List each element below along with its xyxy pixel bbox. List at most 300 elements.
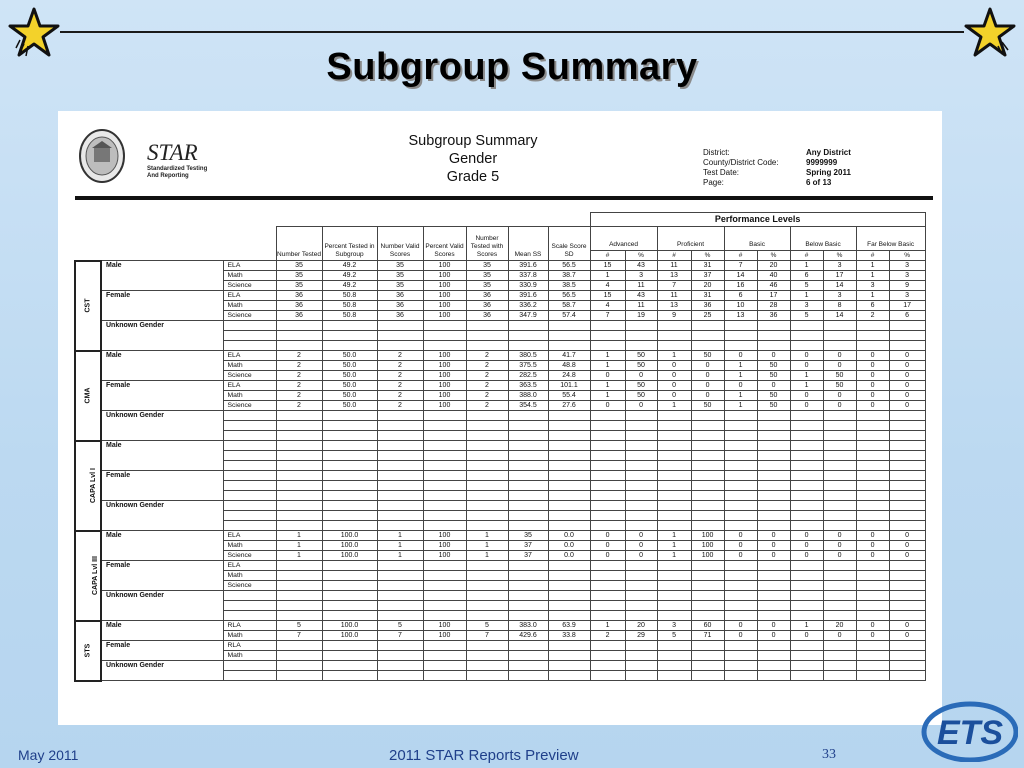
value-cell: 0	[823, 351, 856, 361]
value-cell	[657, 441, 691, 451]
value-cell	[548, 511, 590, 521]
value-cell	[889, 331, 925, 341]
value-cell	[691, 641, 724, 651]
value-cell: 354.5	[508, 401, 548, 411]
value-cell	[856, 521, 889, 531]
table-row	[75, 261, 925, 271]
value-cell: 0	[856, 371, 889, 381]
value-cell: 0	[889, 531, 925, 541]
subject-cell: Science	[223, 371, 276, 381]
value-cell: 0	[724, 541, 757, 551]
value-cell	[508, 651, 548, 661]
value-cell	[377, 591, 423, 601]
value-cell	[423, 591, 466, 601]
gender-label: Male	[101, 261, 223, 291]
value-cell	[276, 651, 322, 661]
value-cell	[757, 411, 790, 421]
value-cell: 100	[423, 401, 466, 411]
value-cell	[691, 331, 724, 341]
value-cell: 0	[625, 371, 657, 381]
table-row	[75, 351, 925, 361]
value-cell	[657, 601, 691, 611]
value-cell	[625, 421, 657, 431]
value-cell: 1	[276, 541, 322, 551]
value-cell: 0	[889, 351, 925, 361]
value-cell	[790, 461, 823, 471]
subject-cell	[223, 521, 276, 531]
value-cell	[466, 561, 508, 571]
value-cell: 1	[466, 541, 508, 551]
value-cell	[757, 601, 790, 611]
value-cell	[548, 461, 590, 471]
value-cell	[856, 661, 889, 671]
value-cell: 71	[691, 631, 724, 641]
state-seal-icon	[78, 128, 126, 184]
test-section-label	[75, 261, 101, 351]
value-cell	[377, 571, 423, 581]
value-cell	[889, 641, 925, 651]
value-cell: 0	[757, 531, 790, 541]
value-cell: 50	[757, 371, 790, 381]
value-cell: 2	[276, 371, 322, 381]
value-cell	[823, 641, 856, 651]
value-cell	[724, 641, 757, 651]
value-cell	[691, 491, 724, 501]
value-cell: 1	[657, 551, 691, 561]
value-cell	[377, 521, 423, 531]
value-cell	[423, 571, 466, 581]
value-cell: 100	[691, 541, 724, 551]
value-cell: 0	[657, 391, 691, 401]
value-cell: 2	[276, 391, 322, 401]
value-cell	[466, 581, 508, 591]
value-cell	[625, 571, 657, 581]
value-cell	[466, 511, 508, 521]
value-cell	[466, 641, 508, 651]
value-cell	[889, 571, 925, 581]
value-cell	[276, 431, 322, 441]
value-cell	[724, 411, 757, 421]
value-cell	[466, 491, 508, 501]
value-cell: 1	[790, 261, 823, 271]
value-cell	[657, 471, 691, 481]
page-number: 33	[822, 747, 836, 762]
value-cell: 35	[466, 261, 508, 271]
value-cell: 0	[790, 401, 823, 411]
level-percent-header: %	[823, 251, 856, 261]
value-cell	[724, 421, 757, 431]
value-cell	[790, 441, 823, 451]
value-cell: 100	[691, 531, 724, 541]
value-cell: 0	[889, 391, 925, 401]
value-cell	[823, 521, 856, 531]
footer-title: 2011 STAR Reports Preview	[389, 747, 579, 764]
value-cell	[757, 501, 790, 511]
value-cell	[322, 641, 377, 651]
value-cell	[691, 581, 724, 591]
value-cell: 0	[889, 621, 925, 631]
value-cell	[625, 491, 657, 501]
test-section-label	[75, 531, 101, 621]
value-cell	[889, 591, 925, 601]
value-cell: 1	[724, 391, 757, 401]
value-cell	[823, 661, 856, 671]
value-cell: 5	[790, 311, 823, 321]
value-cell	[724, 671, 757, 681]
value-cell	[889, 611, 925, 621]
report-sheet	[58, 111, 942, 725]
subject-cell: Science	[223, 551, 276, 561]
value-cell	[625, 611, 657, 621]
gender-label: Unknown Gender	[101, 591, 223, 621]
value-cell: 37	[691, 271, 724, 281]
value-cell	[691, 421, 724, 431]
value-cell: 1	[657, 351, 691, 361]
value-cell: 8	[823, 301, 856, 311]
value-cell: 383.0	[508, 621, 548, 631]
value-cell: 2	[377, 391, 423, 401]
header-spacer	[75, 227, 276, 261]
value-cell: 20	[757, 261, 790, 271]
subject-cell: ELA	[223, 531, 276, 541]
value-cell	[657, 321, 691, 331]
value-cell: 36	[377, 311, 423, 321]
ets-logo-icon	[918, 700, 1018, 762]
value-cell: 0	[856, 631, 889, 641]
value-cell	[508, 571, 548, 581]
value-cell: 375.5	[508, 361, 548, 371]
value-cell: 35	[276, 261, 322, 271]
value-cell	[724, 331, 757, 341]
value-cell	[423, 601, 466, 611]
value-cell	[508, 561, 548, 571]
level-header: Below Basic	[790, 227, 856, 251]
value-cell	[790, 471, 823, 481]
value-cell	[423, 461, 466, 471]
value-cell	[823, 611, 856, 621]
value-cell	[548, 521, 590, 531]
value-cell	[322, 451, 377, 461]
value-cell	[856, 651, 889, 661]
subject-cell: RLA	[223, 641, 276, 651]
value-cell: 100	[423, 271, 466, 281]
value-cell	[691, 451, 724, 461]
subject-cell	[223, 441, 276, 451]
value-cell: 0	[590, 541, 625, 551]
value-cell	[466, 341, 508, 351]
value-cell	[856, 501, 889, 511]
value-cell	[276, 521, 322, 531]
value-cell: 28	[757, 301, 790, 311]
value-cell	[508, 471, 548, 481]
value-cell: 56.5	[548, 291, 590, 301]
subgroup-summary-table	[74, 212, 924, 682]
value-cell	[466, 601, 508, 611]
value-cell: 0	[724, 381, 757, 391]
subject-cell: ELA	[223, 291, 276, 301]
value-cell	[508, 431, 548, 441]
value-cell	[657, 561, 691, 571]
report-title	[373, 132, 573, 186]
value-cell	[823, 421, 856, 431]
value-cell	[377, 451, 423, 461]
value-cell: 0	[856, 551, 889, 561]
value-cell	[590, 661, 625, 671]
level-count-header: #	[856, 251, 889, 261]
value-cell	[590, 431, 625, 441]
subject-cell: Science	[223, 581, 276, 591]
value-cell	[657, 461, 691, 471]
value-cell	[889, 481, 925, 491]
value-cell: 100	[423, 551, 466, 561]
value-cell	[889, 321, 925, 331]
subject-cell: RLA	[223, 621, 276, 631]
value-cell	[889, 441, 925, 451]
value-cell: 0	[757, 381, 790, 391]
value-cell	[590, 511, 625, 521]
performance-levels-header: Performance Levels	[590, 213, 925, 227]
subject-cell: ELA	[223, 561, 276, 571]
level-percent-header: %	[691, 251, 724, 261]
value-cell: 50	[691, 401, 724, 411]
value-cell: 0.0	[548, 531, 590, 541]
value-cell	[856, 471, 889, 481]
value-cell: 2	[466, 381, 508, 391]
value-cell	[590, 471, 625, 481]
value-cell	[657, 501, 691, 511]
value-cell: 1	[856, 261, 889, 271]
gender-label: Female	[101, 561, 223, 591]
value-cell: 2	[377, 401, 423, 411]
value-cell	[724, 521, 757, 531]
subject-cell: Math	[223, 301, 276, 311]
value-cell	[823, 451, 856, 461]
level-percent-header: %	[757, 251, 790, 261]
value-cell: 1	[377, 551, 423, 561]
value-cell	[322, 661, 377, 671]
value-cell: 1	[466, 551, 508, 561]
value-cell	[548, 431, 590, 441]
column-header: Scale Score SD	[548, 227, 590, 261]
value-cell: 11	[657, 261, 691, 271]
value-cell: 100.0	[322, 631, 377, 641]
level-header: Far Below Basic	[856, 227, 925, 251]
subject-cell: Math	[223, 271, 276, 281]
value-cell	[548, 341, 590, 351]
value-cell: 0	[590, 531, 625, 541]
value-cell	[625, 501, 657, 511]
value-cell	[377, 651, 423, 661]
value-cell	[657, 661, 691, 671]
value-cell	[466, 571, 508, 581]
value-cell	[790, 431, 823, 441]
value-cell: 100	[423, 361, 466, 371]
value-cell	[548, 651, 590, 661]
value-cell	[276, 421, 322, 431]
value-cell	[691, 481, 724, 491]
subject-cell: Math	[223, 651, 276, 661]
value-cell: 5	[657, 631, 691, 641]
value-cell: 1	[856, 291, 889, 301]
value-cell	[691, 671, 724, 681]
value-cell	[757, 661, 790, 671]
value-cell: 0	[724, 351, 757, 361]
value-cell: 60	[691, 621, 724, 631]
subject-cell: Math	[223, 631, 276, 641]
value-cell: 0	[757, 351, 790, 361]
value-cell: 0	[856, 621, 889, 631]
value-cell	[423, 581, 466, 591]
value-cell: 1	[790, 621, 823, 631]
value-cell: 9	[889, 281, 925, 291]
value-cell	[548, 611, 590, 621]
value-cell: 0	[691, 391, 724, 401]
value-cell: 0	[823, 391, 856, 401]
value-cell	[823, 561, 856, 571]
value-cell: 50	[625, 361, 657, 371]
value-cell	[856, 611, 889, 621]
value-cell: 0	[724, 531, 757, 541]
value-cell: 37	[508, 541, 548, 551]
value-cell	[724, 441, 757, 451]
value-cell: 3	[889, 261, 925, 271]
value-cell	[856, 331, 889, 341]
value-cell	[625, 581, 657, 591]
value-cell: 50.8	[322, 291, 377, 301]
value-cell	[590, 331, 625, 341]
value-cell	[276, 661, 322, 671]
value-cell: 48.8	[548, 361, 590, 371]
value-cell: 27.6	[548, 401, 590, 411]
value-cell: 0	[757, 541, 790, 551]
value-cell: 36	[691, 301, 724, 311]
value-cell	[322, 331, 377, 341]
value-cell	[823, 411, 856, 421]
value-cell	[724, 481, 757, 491]
value-cell	[548, 641, 590, 651]
value-cell	[856, 461, 889, 471]
value-cell: 1	[590, 271, 625, 281]
value-cell: 43	[625, 291, 657, 301]
test-section-name: CST	[84, 298, 92, 313]
value-cell: 2	[466, 391, 508, 401]
value-cell	[657, 341, 691, 351]
value-cell	[856, 581, 889, 591]
value-cell	[590, 421, 625, 431]
meta-value: Spring 2011	[806, 168, 851, 177]
report-title-line: Subgroup Summary	[408, 133, 538, 149]
value-cell	[276, 591, 322, 601]
value-cell	[322, 421, 377, 431]
value-cell	[757, 671, 790, 681]
value-cell: 13	[724, 311, 757, 321]
value-cell: 15	[590, 291, 625, 301]
value-cell: 36	[466, 301, 508, 311]
value-cell	[790, 481, 823, 491]
value-cell	[322, 321, 377, 331]
value-cell: 100	[423, 541, 466, 551]
value-cell	[657, 411, 691, 421]
value-cell	[757, 571, 790, 581]
value-cell: 0	[757, 551, 790, 561]
value-cell	[625, 341, 657, 351]
value-cell	[322, 501, 377, 511]
value-cell: 7	[657, 281, 691, 291]
value-cell: 10	[724, 301, 757, 311]
value-cell: 0	[657, 381, 691, 391]
value-cell: 2	[466, 361, 508, 371]
value-cell	[322, 481, 377, 491]
value-cell: 56.5	[548, 261, 590, 271]
value-cell	[548, 561, 590, 571]
value-cell	[508, 451, 548, 461]
value-cell	[790, 411, 823, 421]
value-cell: 0	[889, 631, 925, 641]
value-cell	[508, 421, 548, 431]
value-cell: 36	[466, 291, 508, 301]
value-cell	[276, 441, 322, 451]
value-cell	[856, 561, 889, 571]
value-cell	[657, 421, 691, 431]
value-cell	[625, 411, 657, 421]
value-cell: 2	[276, 401, 322, 411]
value-cell: 1	[856, 271, 889, 281]
value-cell	[548, 481, 590, 491]
value-cell	[790, 601, 823, 611]
value-cell	[889, 661, 925, 671]
value-cell	[590, 341, 625, 351]
value-cell: 100.0	[322, 551, 377, 561]
value-cell	[823, 341, 856, 351]
subject-cell: Science	[223, 281, 276, 291]
value-cell	[423, 331, 466, 341]
value-cell	[423, 611, 466, 621]
table-row	[75, 531, 925, 541]
value-cell: 38.5	[548, 281, 590, 291]
gender-label: Unknown Gender	[101, 501, 223, 531]
value-cell	[790, 651, 823, 661]
value-cell	[856, 571, 889, 581]
value-cell: 391.6	[508, 261, 548, 271]
value-cell	[625, 561, 657, 571]
value-cell: 0	[657, 371, 691, 381]
value-cell: 36	[377, 301, 423, 311]
value-cell	[625, 601, 657, 611]
value-cell: 5	[377, 621, 423, 631]
table-row	[75, 441, 925, 451]
value-cell: 35	[466, 271, 508, 281]
subject-cell	[223, 431, 276, 441]
gender-label: Female	[101, 641, 223, 661]
value-cell: 0	[790, 541, 823, 551]
value-cell: 36	[757, 311, 790, 321]
value-cell	[377, 661, 423, 671]
value-cell	[823, 651, 856, 661]
value-cell	[757, 431, 790, 441]
value-cell: 0	[790, 391, 823, 401]
value-cell	[657, 611, 691, 621]
value-cell: 29	[625, 631, 657, 641]
value-cell	[757, 641, 790, 651]
value-cell: 1	[657, 401, 691, 411]
value-cell: 20	[691, 281, 724, 291]
value-cell	[823, 481, 856, 491]
value-cell: 3	[823, 291, 856, 301]
value-cell: 50	[625, 381, 657, 391]
value-cell	[548, 411, 590, 421]
level-count-header: #	[724, 251, 757, 261]
value-cell	[790, 571, 823, 581]
